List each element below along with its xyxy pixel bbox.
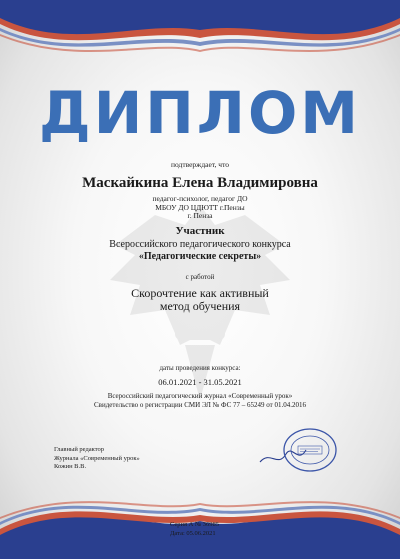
contest-name: «Педагогические секреты» [138, 251, 262, 262]
chief-editor [54, 446, 140, 472]
stamp-and-signature [258, 420, 338, 482]
bottom-ribbon-decoration [0, 479, 400, 559]
with-work-label: с работой [185, 273, 215, 281]
participant-status: Участник [175, 225, 225, 237]
recipient-name: Маскайкина Елена Владимировна [82, 175, 318, 191]
contest-line: Всероссийского педагогического конкурса [109, 239, 291, 250]
confirms-text: подтверждает, что [170, 160, 230, 169]
journal-line: Свидетельство о регистрации СМИ ЭЛ № ФС 77 – 65249 от 01.04.2016 [94, 401, 306, 409]
contest-dates: 06.01.2021 - 31.05.2021 [158, 377, 242, 387]
contest-info [0, 239, 400, 263]
work-title [0, 287, 400, 313]
position-line: г. Пенза [187, 211, 213, 220]
top-ribbon-decoration [0, 0, 400, 70]
editor-line: Кожин В.В. [54, 463, 87, 470]
editor-line: Главный редактор [54, 446, 104, 453]
serial-and-date [170, 520, 219, 538]
issue-date: Дата: 05.06.2021 [170, 530, 216, 537]
dates-label: даты проведения конкурса: [159, 364, 241, 372]
recipient-position [0, 195, 400, 221]
position-line: МБОУ ДО ЦДЮТТ г.Пензы [155, 202, 245, 212]
journal-line: Всероссийский педагогический журнал «Современный урок» [107, 392, 293, 400]
journal-info [0, 392, 400, 410]
work-title-line: Скорочтение как активный [131, 286, 269, 300]
diploma-title: ДИПЛОМ [39, 79, 361, 147]
position-line: педагог-психолог, педагог ДО [152, 194, 248, 203]
editor-line: Журнала «Современный урок» [54, 454, 140, 462]
serial-number: Серия А № 36985 [170, 521, 220, 528]
work-title-line: метод обучения [159, 299, 241, 313]
